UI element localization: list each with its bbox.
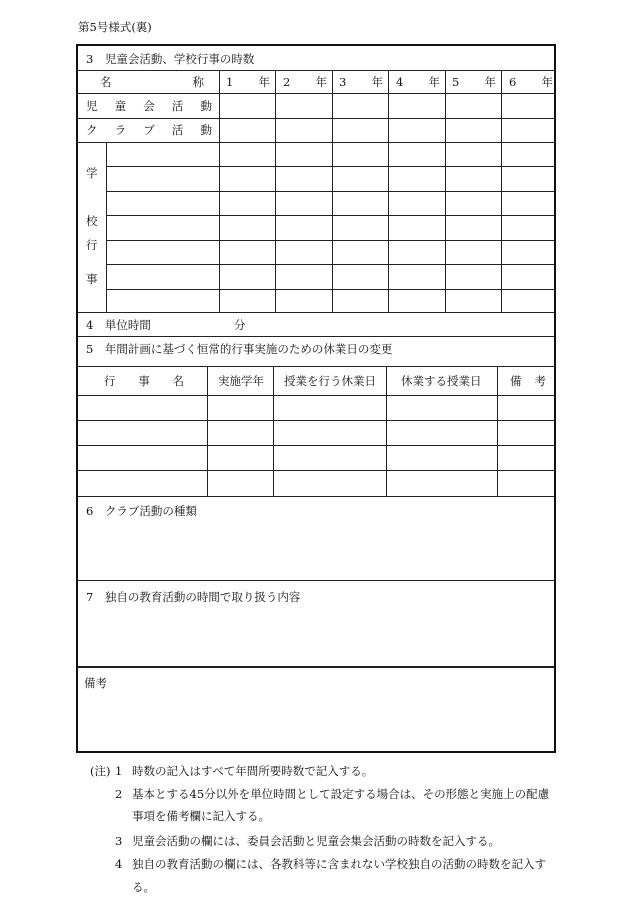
school-events-char: 校 bbox=[86, 214, 98, 228]
remarks-heading: 備考 bbox=[84, 676, 107, 690]
school-events-char: 行 bbox=[86, 238, 98, 252]
grade-4-header: 4 年 bbox=[396, 75, 440, 89]
row-label-children-council: 児 童 会 活 動 bbox=[86, 99, 212, 113]
note-text: る。 bbox=[132, 880, 155, 894]
note-text: 児童会活動の欄には、委員会活動と児童会集会活動の時数を記入する。 bbox=[132, 834, 500, 848]
note-number: 4 bbox=[115, 857, 123, 871]
grade-3-header: 3 年 bbox=[339, 75, 383, 89]
note-text: 時数の記入はすべて年間所要時数で記入する。 bbox=[132, 764, 374, 778]
section6-heading: 6 クラブ活動の種類 bbox=[86, 504, 197, 518]
note-text: 事項を備考欄に記入する。 bbox=[132, 809, 270, 823]
col-grade-header: 実施学年 bbox=[218, 374, 264, 388]
col-holiday-on-class-header: 休業する授業日 bbox=[401, 374, 482, 388]
note-number: 2 bbox=[115, 787, 123, 801]
grade-1-header: 1 年 bbox=[226, 75, 270, 89]
school-events-char: 事 bbox=[86, 272, 98, 286]
col-name-header: 名 称 bbox=[100, 75, 204, 89]
col-class-on-holiday-header: 授業を行う休業日 bbox=[284, 374, 376, 388]
section7-heading: 7 独自の教育活動の時間で取り扱う内容 bbox=[86, 590, 301, 604]
section5-heading: 5 年間計画に基づく恒常的行事実施のための休業日の変更 bbox=[86, 342, 393, 356]
grade-6-header: 6 年 bbox=[509, 75, 553, 89]
section3-heading: 3 児童会活動、学校行事の時数 bbox=[86, 52, 255, 66]
notes-prefix: (注) bbox=[90, 764, 111, 778]
col-remarks-header: 備 考 bbox=[510, 374, 546, 388]
note-text: 基本とする45分以外を単位時間として設定する場合は、その形態と実施上の配慮 bbox=[132, 787, 550, 801]
form-title: 第5号様式(裏) bbox=[78, 20, 152, 34]
divider bbox=[78, 70, 554, 71]
note-number: 3 bbox=[115, 834, 123, 848]
row-label-club: ク ラ ブ 活 動 bbox=[86, 123, 212, 137]
form-frame bbox=[76, 44, 556, 753]
school-events-char: 学 bbox=[86, 166, 98, 180]
grade-2-header: 2 年 bbox=[283, 75, 327, 89]
section4-heading: 4 単位時間 bbox=[86, 318, 151, 332]
note-text: 独自の教育活動の欄には、各教科等に含まれない学校独自の活動の時数を記入す bbox=[132, 857, 546, 871]
grade-5-header: 5 年 bbox=[452, 75, 496, 89]
section4-unit: 分 bbox=[234, 318, 246, 332]
note-number: 1 bbox=[115, 764, 123, 778]
col-event-name-header: 行 事 名 bbox=[104, 374, 184, 388]
